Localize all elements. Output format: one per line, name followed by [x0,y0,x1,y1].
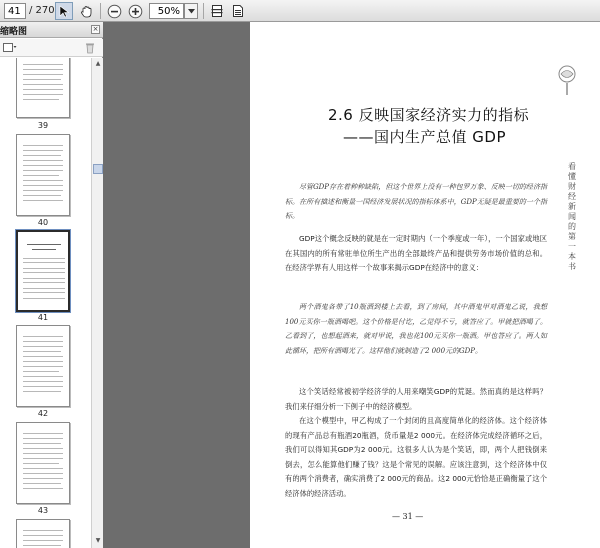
options-icon[interactable] [3,43,17,53]
panel-title: 缩略图 [0,27,28,37]
panel-close-button[interactable]: × [92,25,99,33]
thumbnail-label: 43 [37,506,49,515]
select-tool-button[interactable] [55,2,73,20]
chevron-down-icon [188,9,195,14]
analysis-paragraph: 在这个模型中，甲乙构成了一个封闭的且高度简单化的经济体。这个经济体的现有产品总有瓶酒20瓶酒，货币量是2 000元。在经济体完成经济循环之后，我们可以得知其GDP为2 000元。这很多人认为是个笑话，即，两个人把钱倒来倒去，怎么能算他们赚了钱？这是个常见的误解。应该注意到，这个经济体中仅有的两个消费者，确实消费了2 000元的商品。这2 000元恰恰是正确衡量了这个经济体的经济活动。 [285,416,547,498]
thumbnail-label: 42 [37,409,49,418]
section-title: 2.6 反映国家经济实力的指标 [328,106,530,124]
thumbnail-panel [0,22,103,548]
fit-page-button[interactable] [229,2,247,20]
document-page [250,22,600,548]
story-paragraph: 两个酒鬼各带了10瓶酒到楼上去看，到了房间，其中酒鬼甲对酒鬼乙说，我想100元买你一瓶酒喝吧。这个价格是付讫，乙觉得不亏，就答应了。甲就把酒喝了。乙看到了，也想起酒来，就对甲说，我也花100元买你一瓶酒。甲也答应了。两人如此循环，把所有酒喝光了。这样他们就制造了2 000元的GDP。 [285,303,547,355]
fit-width-button[interactable] [208,2,226,20]
reflection-paragraph: 这个笑话经常被初学经济学的人用来嘲笑GDP的荒诞。然而真的是这样吗？我们来仔细分析一下例子中的经济模型。 [285,387,547,411]
scroll-up-arrow[interactable]: ▲ [95,60,101,67]
page-number-input[interactable] [4,3,26,19]
thumbnail-list [0,58,91,548]
intro-paragraph: 尽管GDP存在着种种缺陷，但这个世界上没有一种包罗万象、反映一切的经济指标。在所有描述和衡量一国经济发展状况的指标体系中，GDP无疑是最重要的一个指标。 [285,183,547,221]
select-arrow-icon [58,5,70,18]
thumbnail-page-selected[interactable] [16,230,70,312]
zoom-level-input[interactable] [149,3,184,19]
section-subtitle: ——国内生产总值 GDP [343,128,506,146]
thumbnail-page[interactable] [16,422,70,504]
toolbar-separator [203,3,204,19]
plus-circle-icon [128,4,143,19]
toolbar-separator [100,3,101,19]
thumbnail-page[interactable] [16,519,70,548]
thumbnail-page[interactable] [16,325,70,407]
thumbnail-scrollbar[interactable] [91,58,103,548]
thumbnail-page[interactable] [16,58,70,118]
thumbnail-label: 39 [37,121,49,130]
fit-page-icon [211,4,223,18]
toolbar [0,0,600,22]
page-number: — 31 — [392,512,424,521]
zoom-in-button[interactable] [126,2,144,20]
hand-tool-button[interactable] [77,2,95,20]
scroll-down-arrow[interactable]: ▼ [95,537,101,544]
definition-paragraph: GDP这个概念反映的就是在一定时期内（一个季度或一年），一个国家或地区在其国内的所有常驻单位所生产出的全部最终产品和提供劳务市场价值的总和。在经济学界有人用这样一个故事来揭示GDP在经济中的意义： [285,234,547,273]
thumbnail-page[interactable] [16,134,70,216]
zoom-out-button[interactable] [105,2,123,20]
page-view-icon [232,4,244,18]
page-total-label: / 270 [29,5,55,16]
minus-circle-icon [107,4,122,19]
panel-header [0,22,103,38]
book-series-label: 看懂财经新闻的第一本书 [568,162,576,271]
hand-icon [80,5,93,18]
panel-toolbar [0,39,103,57]
zoom-dropdown-button[interactable] [184,3,198,19]
thumbnail-label: 40 [37,218,49,227]
book-emblem-icon [557,63,579,97]
scroll-thumb[interactable] [93,164,103,174]
trash-icon[interactable] [85,42,95,54]
thumbnail-label: 41 [37,313,49,322]
